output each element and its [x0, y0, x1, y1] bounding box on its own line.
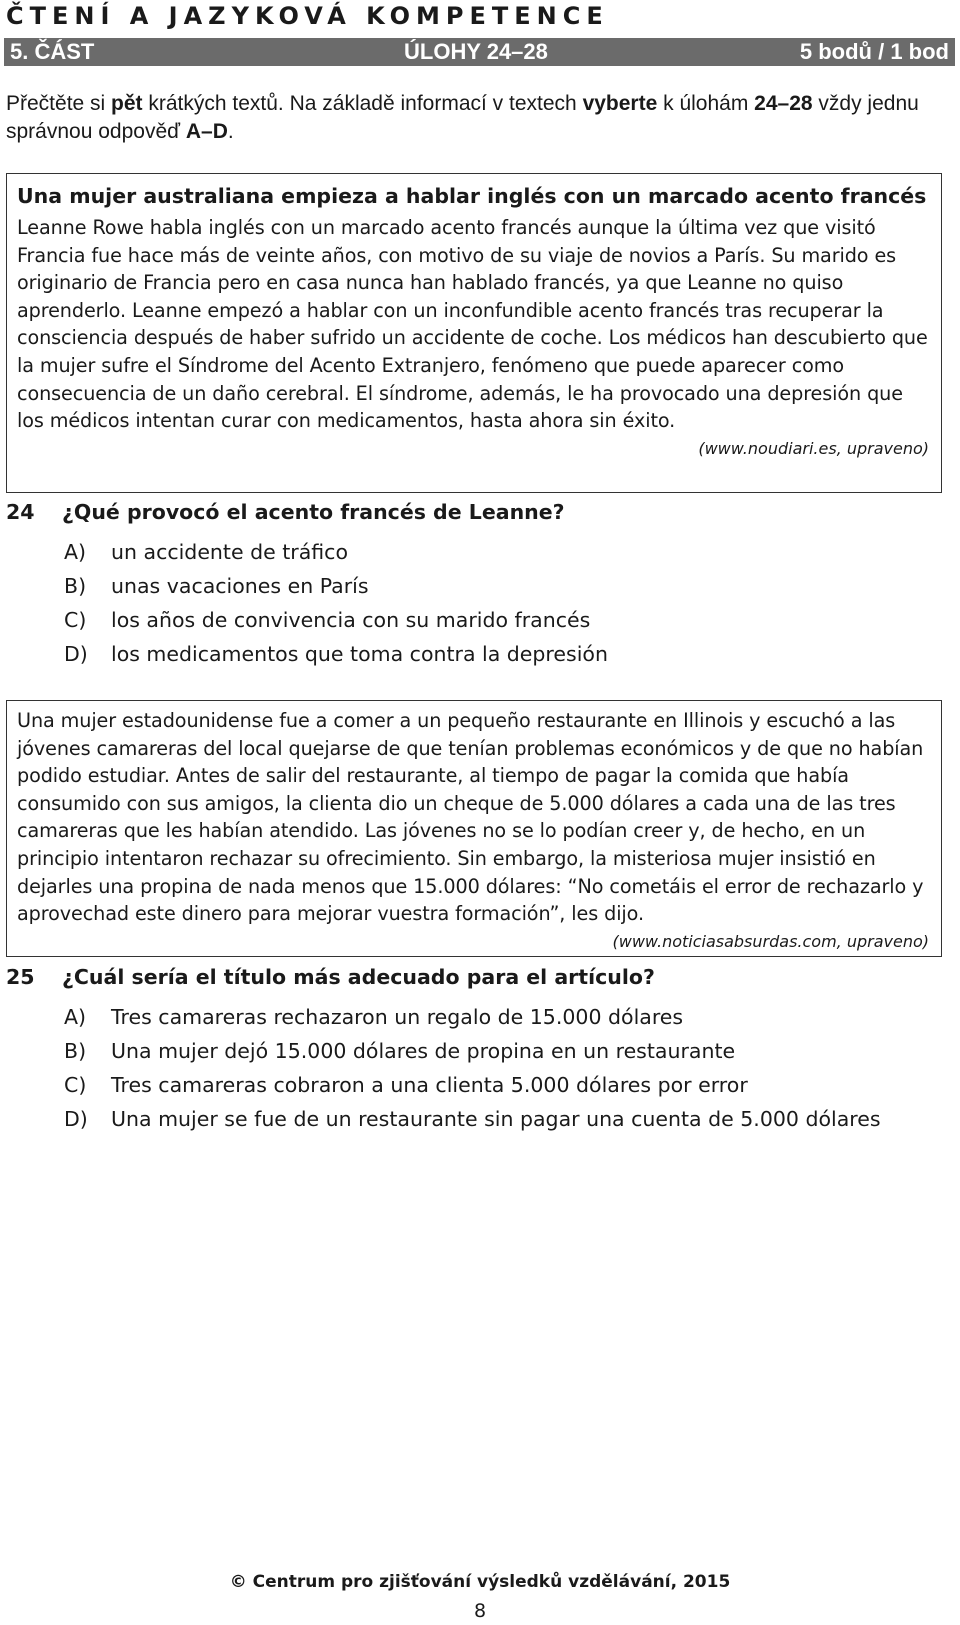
question-number: 24	[6, 500, 35, 524]
answer-options	[6, 540, 946, 676]
option-text: Tres camareras rechazaron un regalo de 15.000 dólares	[111, 1005, 684, 1029]
instructions-bold: 24–28	[754, 92, 813, 115]
instructions-text: krátkých textů. Na základě informací v textech	[142, 92, 583, 115]
page-number: 8	[473, 1600, 487, 1622]
instructions-text: vždy jednu správnou odpověď	[6, 92, 919, 143]
text-2-source: (www.noticiasabsurdas.com, upraveno)	[612, 931, 929, 951]
answer-option-c[interactable]	[6, 1073, 946, 1107]
option-text: Tres camareras cobraron a una clienta 5.000 dólares por error	[111, 1073, 748, 1097]
option-text: Una mujer dejó 15.000 dólares de propina en un restaurante	[111, 1039, 736, 1063]
option-letter: D)	[64, 642, 88, 666]
text-1-body: Leanne Rowe habla inglés con un marcado acento francés aunque la última vez que visitó Francia fue hace más de veinte años, con motivo de su viaje de novios a París. Su marido es originario de Francia pero en casa nunca han hablado francés, ya que Leanne no quiso aprenderlo. Leanne empezó a hablar con un inconfundible acento francés tras recuperar la consciencia después de haber sufrido un accidente de coche. Los médicos han descubierto que la mujer sufre el Síndrome del Acento Extranjero, fenómeno que puede aparecer como consecuencia de un daño cerebral. El síndrome, además, le ha provocado una depresión que los médicos intentan curar con medicamentos, hasta ahora sin éxito.	[17, 216, 928, 433]
instructions-text: k úlohám	[657, 92, 755, 115]
section-bar	[4, 38, 955, 66]
question-number: 25	[6, 965, 35, 989]
question-25	[6, 965, 946, 1141]
answer-option-b[interactable]	[6, 1039, 946, 1073]
instructions-bold: A–D	[185, 120, 228, 143]
question-header	[6, 965, 946, 999]
text-2-body: Una mujer estadounidense fue a comer a un pequeño restaurante en Illinois y escuchó a las jóvenes camareras del local quejarse de que tenían problemas económicos y de que no habían podido estudiar. Antes de salir del restaurante, al tiempo de pagar la comida que había consumido con sus amigos, la clienta dio un cheque de 5.000 dólares a cada una de las tres camareras que les habían atendido. Las jóvenes no se lo podían creer y, de hecho, en un principio intentaron rechazar su ofrecimiento. Sin embargo, la misteriosa mujer insistió en dejarles una propina de nada menos que 15.000 dólares: “No cometáis el error de rechazarlo y aprovechad este dinero para mejorar vuestra formación”, les dijo.	[17, 709, 924, 926]
answer-option-c[interactable]	[6, 608, 946, 642]
tasks-label: ÚLOHY 24–28	[404, 39, 548, 64]
reading-text-2	[6, 700, 942, 957]
instructions-text: .	[227, 120, 234, 143]
option-letter: D)	[64, 1107, 88, 1131]
option-text: los medicamentos que toma contra la depresión	[111, 642, 608, 666]
instructions-bold: vyberte	[582, 92, 658, 115]
option-letter: B)	[64, 574, 87, 598]
option-text: un accidente de tráfico	[111, 540, 348, 564]
text-1-title: Una mujer australiana empieza a hablar inglés con un marcado acento francés	[17, 184, 927, 208]
reading-text-1	[6, 173, 942, 493]
instructions-bold: pět	[111, 92, 143, 115]
option-letter: A)	[64, 540, 87, 564]
question-24	[6, 500, 946, 676]
answer-option-d[interactable]	[6, 1107, 946, 1141]
answer-option-a[interactable]	[6, 1005, 946, 1039]
page-title: ČTENÍ A JAZYKOVÁ KOMPETENCE	[6, 2, 609, 30]
option-letter: C)	[64, 608, 87, 632]
answer-option-b[interactable]	[6, 574, 946, 608]
instructions	[6, 90, 946, 146]
footer-copyright: © Centrum pro zjišťování výsledků vzdělávání, 2015	[229, 1572, 731, 1592]
answer-option-d[interactable]	[6, 642, 946, 676]
option-letter: A)	[64, 1005, 87, 1029]
text-1-source: (www.noudiari.es, upraveno)	[698, 438, 929, 458]
option-letter: B)	[64, 1039, 87, 1063]
question-text: ¿Qué provocó el acento francés de Leanne?	[62, 500, 565, 524]
part-label: 5. ČÁST	[10, 39, 95, 64]
option-text: los años de convivencia con su marido francés	[111, 608, 591, 632]
question-text: ¿Cuál sería el título más adecuado para el artículo?	[62, 965, 655, 989]
option-letter: C)	[64, 1073, 87, 1097]
answer-options	[6, 1005, 946, 1141]
points-label: 5 bodů / 1 bod	[799, 39, 949, 64]
question-header	[6, 500, 946, 534]
instructions-text: Přečtěte si	[6, 92, 112, 115]
answer-option-a[interactable]	[6, 540, 946, 574]
option-text: unas vacaciones en París	[111, 574, 369, 598]
option-text: Una mujer se fue de un restaurante sin pagar una cuenta de 5.000 dólares	[111, 1107, 881, 1131]
